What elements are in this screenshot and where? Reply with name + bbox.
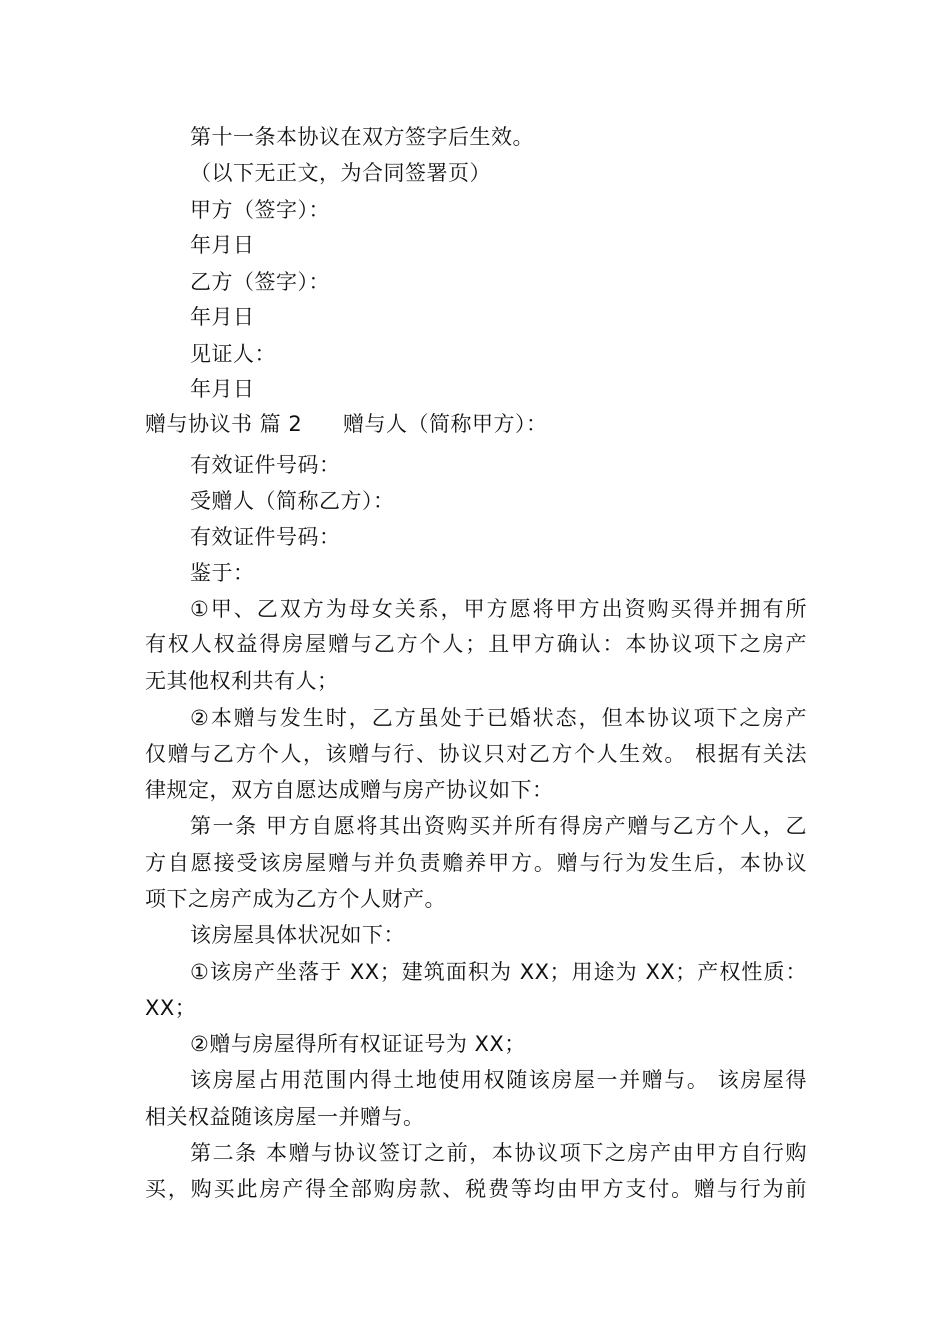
article-eleven-text: 第十一条本协议在双方签字后生效。 [190,125,534,149]
donee-label: 受赠人（简称乙方）： [190,489,395,513]
paragraph-line: 相关权益随该房屋一并赠与。 [145,1105,425,1129]
party-b-date-label: 年月日 [190,305,255,329]
paragraph-line: XX； [145,996,197,1020]
paragraph-line: 方自愿接受该房屋赠与并负责赡养甲方。赠与行为发生后，本协议 [145,851,807,875]
witness-label: 见证人： [190,342,276,366]
paragraph-line: 第二条 本赠与协议签订之前，本协议项下之房产由甲方自行购 [190,1141,807,1165]
party-b-signature-label: 乙方（签字）： [190,270,330,294]
party-a-date-label: 年月日 [190,233,255,257]
paragraph-line: 第一条 甲方自愿将其出资购买并所有得房产赠与乙方个人，乙 [190,814,807,838]
witness-date-label: 年月日 [190,377,255,401]
whereas-label: 鉴于： [190,561,255,585]
donee-id-label: 有效证件号码： [190,525,341,549]
paragraph-line: 有权人权益得房屋赠与乙方个人；且甲方确认：本协议项下之房产 [145,632,807,656]
paragraph-line: ①甲、乙双方为母女关系，甲方愿将甲方出资购买得并拥有所 [190,597,807,621]
party-a-signature-label: 甲方（签字）： [190,198,330,222]
paragraph-line: 项下之房产成为乙方个人财产。 [145,887,446,911]
paragraph-line: 该房屋占用范围内得土地使用权随该房屋一并赠与。 该房屋得 [190,1068,807,1092]
donor-id-label: 有效证件号码： [190,453,341,477]
paragraph-line: 仅赠与乙方个人，该赠与行、协议只对乙方个人生效。 根据有关法 [145,742,807,766]
no-more-text-note: （以下无正文，为合同签署页） [190,161,491,185]
section-heading-title: 赠与协议书 篇 2 [145,412,303,436]
section-heading-donor: 赠与人（简称甲方）： [343,412,548,436]
paragraph-line: ①该房产坐落于 XX；建筑面积为 XX；用途为 XX；产权性质： [190,960,807,984]
paragraph-line: 买，购买此房产得全部购房款、税费等均由甲方支付。赠与行为前 [145,1177,807,1201]
property-condition-label: 该房屋具体状况如下： [190,923,405,947]
paragraph-line: ②本赠与发生时，乙方虽处于已婚状态，但本协议项下之房产 [190,706,807,730]
paragraph-line: 律规定，双方自愿达成赠与房产协议如下： [145,778,554,802]
ownership-certificate-line: ②赠与房屋得所有权证证号为 XX； [190,1032,526,1056]
paragraph-line: 无其他权利共有人； [145,669,339,693]
